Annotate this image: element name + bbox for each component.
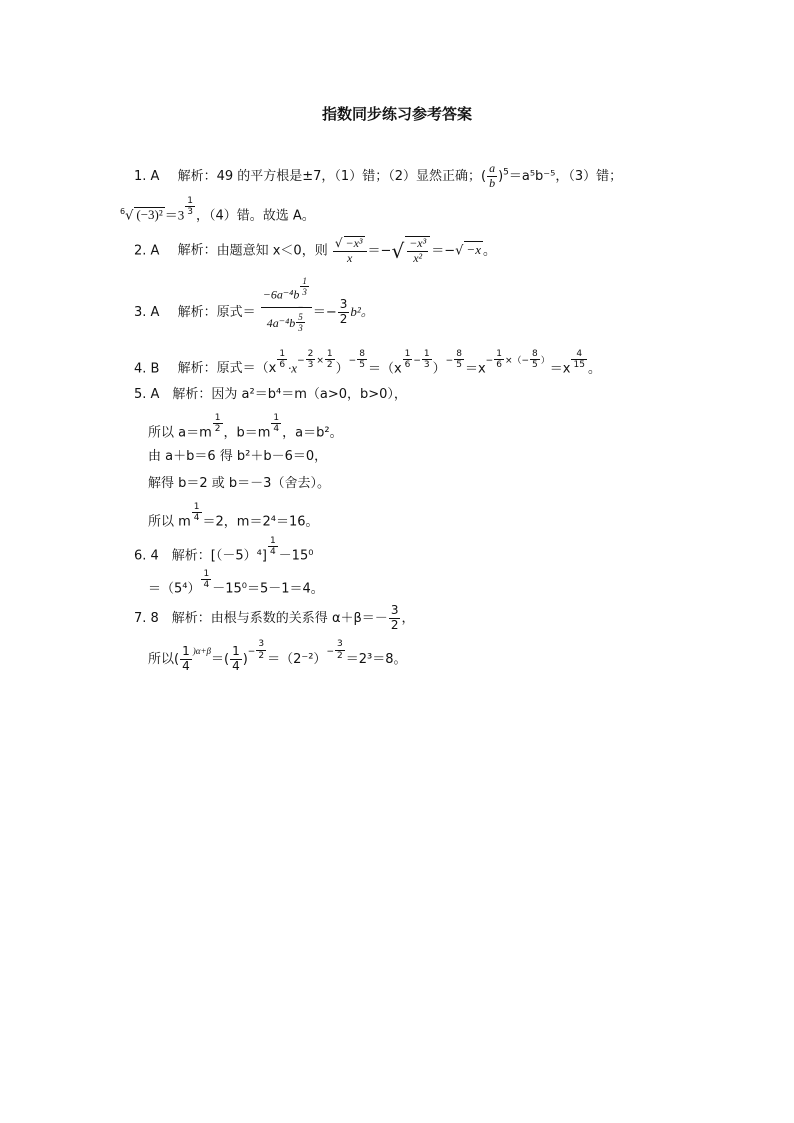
root-index: 6 <box>120 207 126 217</box>
answer-7-l2c: ) <box>242 651 248 667</box>
answer-4-line: 4. B 解析：原式＝（x $\frac{1}{6}$ ·x− $\frac{2}{3}$ × $\frac{1}{2}$ ）− $\frac{8}{5}$ ＝（x $\frac{1}{6}$ − $\frac{1}{3}$ ）− $\frac{8}{5}$ ＝x− $\frac{1}{6}$ ×（− $\frac{8}{5}$ ）＝x $\frac{4}{15}$ 。 <box>134 349 601 377</box>
answer-1-text-c: ＝a⁵b⁻⁵，（3）错； <box>508 168 623 184</box>
answer-7-l2f: ＝2³＝8。 <box>345 651 407 667</box>
answer-2-number: 2. A <box>134 243 160 259</box>
answer-3-mid: ＝− <box>312 304 337 320</box>
exp-1-6: $\frac{1}{6}$ <box>279 349 286 371</box>
exp-2-3: $\frac{2}{3}$ <box>307 349 314 371</box>
exponent-one-third: $\frac{1}{3}$ <box>187 196 194 218</box>
answer-6-l2a: ＝（5⁴） <box>148 581 201 597</box>
fraction-one-quarter-b: $\frac{1}{4}$ <box>232 644 240 673</box>
fraction-one-quarter: $\frac{1}{4}$ <box>182 644 190 673</box>
paren-2: ） <box>432 361 446 377</box>
exp-half: $\frac{1}{2}$ <box>214 413 221 435</box>
answer-7-l1a: 7. 8 解析：由根与系数的关系得 α＋β＝－ <box>134 610 388 626</box>
radical-sign-icon: √ <box>455 243 464 259</box>
exp-quarter-b: $\frac{1}{4}$ <box>193 502 200 524</box>
fraction-three-halves-b: $\frac{3}{2}$ <box>390 603 399 632</box>
answer-3-number: 3. A <box>134 304 160 320</box>
answer-4-p7: ＝x <box>549 361 571 377</box>
answer-4-x2: ·x <box>288 360 298 376</box>
exp-1-6-c: $\frac{1}{6}$ <box>496 349 502 371</box>
exp-quarter-d: $\frac{1}{4}$ <box>203 569 210 591</box>
root-neg-x: −x <box>466 242 481 258</box>
exp-8-5: $\frac{8}{5}$ <box>359 349 365 371</box>
answer-2-line <box>134 236 496 266</box>
answer-7-l2e: ＝（2⁻²） <box>267 651 327 667</box>
answer-7-l1b: ， <box>401 610 415 626</box>
answer-2-text: 由题意知 x＜0，则 <box>216 243 328 259</box>
close-paren: ） <box>540 356 550 367</box>
radical-sign-icon: √ <box>125 208 134 224</box>
exp-1-6-b: $\frac{1}{6}$ <box>404 349 411 371</box>
exp-three-halves: $\frac{3}{2}$ <box>258 639 265 661</box>
answer-6-l1a: 6. 4 解析：[（－5）⁴] <box>134 548 267 564</box>
exp-1-2: $\frac{1}{2}$ <box>326 349 333 371</box>
answer-7-line-2: 所以( $\frac{1}{4}$ )α+β＝( $\frac{1}{4}$ )− $\frac{3}{2}$ ＝（2⁻²）− $\frac{3}{2}$ ＝2³＝8。 <box>148 639 407 673</box>
exp-8-5-b: $\frac{8}{5}$ <box>456 349 462 371</box>
answer-3-tail: b²。 <box>350 303 374 319</box>
fraction-three-halves: $\frac{3}{2}$ <box>339 297 348 326</box>
exp-three-halves-b: $\frac{3}{2}$ <box>336 639 343 661</box>
exp-8-5-c: $\frac{8}{5}$ <box>532 349 538 371</box>
answer-7-l2a: 所以( <box>148 651 180 667</box>
root-body: (−3)² <box>136 207 163 223</box>
answer-6-line-1 <box>134 536 314 567</box>
answer-6-l1b: －15⁰ <box>278 548 314 564</box>
answer-2-end: ＝− <box>431 243 456 259</box>
answer-5-l2c: ，a＝b²。 <box>282 425 343 441</box>
exp-1-3: $\frac{1}{3}$ <box>423 349 430 371</box>
fraction-neg-x3-over-x2: $\frac{\text{−x³}}{\text{x²}}$ <box>405 236 430 266</box>
answer-1-text: 49 的平方根是±7，（1）错；（2）显然正确； <box>216 168 481 184</box>
answer-7-l2b: ＝( <box>211 651 230 667</box>
paren: ） <box>335 361 349 377</box>
answer-5-line-4: 解得 b＝2 或 b＝－3（舍去）。 <box>148 476 330 491</box>
exp-quarter: $\frac{1}{4}$ <box>273 413 280 435</box>
exp-alpha-beta: )α+β <box>192 645 211 656</box>
times-paren: ×（ <box>504 356 522 367</box>
answer-3-label: 解析：原式＝ <box>177 304 256 320</box>
answer-1-label: 解析： <box>177 168 217 184</box>
exp-quarter-c: $\frac{1}{4}$ <box>269 536 276 558</box>
answer-2-label: 解析： <box>177 243 217 259</box>
answer-4-number: 4. B <box>134 361 160 377</box>
answer-5-line-5 <box>148 502 319 533</box>
answer-3-line <box>134 276 374 340</box>
answer-5-l5b: ＝2，m＝2⁴＝16。 <box>202 514 319 530</box>
answer-4-label: 解析：原式＝（x <box>177 361 277 377</box>
answer-1-number: 1. A <box>134 168 160 184</box>
answer-5-l2b: ，b＝m <box>223 425 271 441</box>
answer-5-line-1: 5. A 解析：因为 a²＝b⁴＝m（a>0，b>0）， <box>134 387 407 402</box>
fraction-root-neg-x3-over-x: $\frac{\text{√ −x³}}{x}$ <box>333 236 367 266</box>
answer-5-l2a: 所以 a＝m <box>148 425 212 441</box>
answer-4-p2: ＝（x <box>367 361 402 377</box>
fraction-a-over-b: $\frac{a}{b}$ <box>489 161 496 190</box>
answer-4-tail: 。 <box>587 361 601 377</box>
answer-1-text-d: ，（4）错。故选 A。 <box>196 208 315 224</box>
answer-1-line-1: 1. A 解析：49 的平方根是±7，（1）错；（2）显然正确；( $\frac{a}{b}$ )$^5$＝a⁵b⁻⁵，（3）错； <box>134 161 623 190</box>
answer-6-line-2 <box>148 569 324 600</box>
answer-6-l2b: －15⁰＝5－1＝4。 <box>212 581 324 597</box>
answer-7-line-1 <box>134 604 414 633</box>
fraction-main: −6a⁻⁴b $\frac{1}{3}$ 4a⁻⁴b− 5 3 <box>261 285 312 340</box>
answer-5-line-3: 由 a＋b＝6 得 b²＋b－6＝0， <box>148 449 328 464</box>
radical-sign-icon: √ <box>391 238 405 263</box>
exp-4-15: $\frac{4}{15}$ <box>573 349 585 371</box>
answer-4-p4: ＝x <box>464 361 486 377</box>
answer-5-line-2 <box>148 413 343 444</box>
answer-2-mid: ＝− <box>367 243 392 259</box>
answer-2-tail: 。 <box>482 243 496 259</box>
answer-5-l5a: 所以 m <box>148 514 191 530</box>
page-title: 指数同步练习参考答案 <box>321 105 472 123</box>
answer-1-eq: ＝3 <box>164 207 185 223</box>
answer-1-line-2 <box>120 196 315 227</box>
